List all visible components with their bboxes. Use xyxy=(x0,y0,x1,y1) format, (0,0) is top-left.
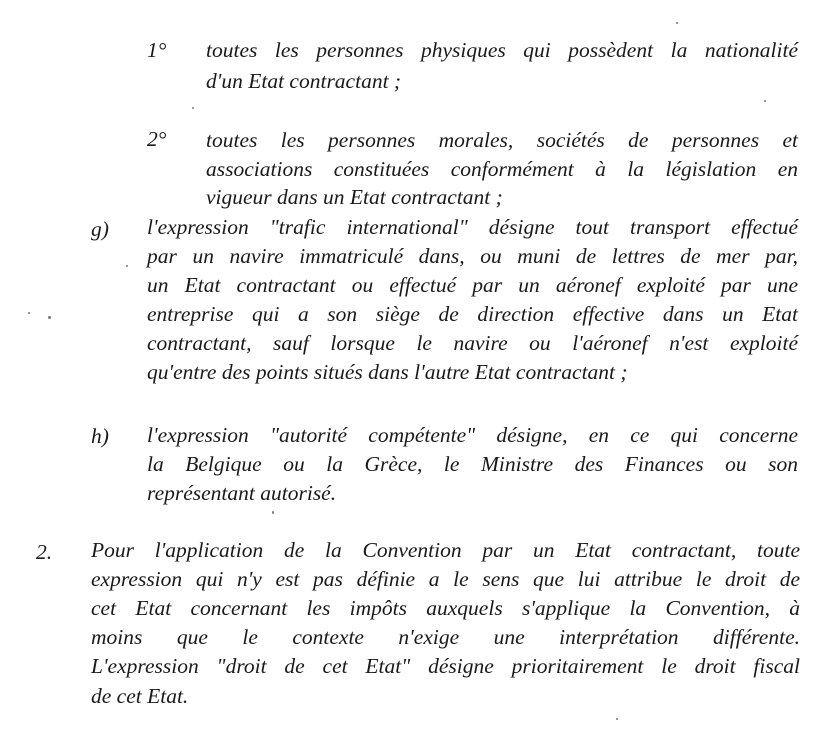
definition-h-line-3: représentant autorisé. xyxy=(147,481,337,505)
definition-g-line-5: contractant, sauf lorsque le navire ou l'aéronef n'est exploité xyxy=(147,331,798,355)
paragraph-2-line-5: L'expression "droit de cet Etat" désigne prioritairement le droit fiscal xyxy=(91,654,800,678)
item-2-line-3: vigueur dans un Etat contractant ; xyxy=(206,185,503,209)
definition-g-line-4: entreprise qui a son siège de direction effective dans un Etat xyxy=(147,302,798,326)
definition-h-line-1: l'expression "autorité compétente" désigne, en ce qui concerne xyxy=(147,423,798,447)
scan-speck xyxy=(126,265,128,267)
paragraph-2-line-6: de cet Etat. xyxy=(91,684,189,708)
item-1-line-1: toutes les personnes physiques qui possèdent la nationalité xyxy=(206,38,798,62)
paragraph-2-line-3: cet Etat concernant les impôts auxquels s'applique la Convention, à xyxy=(91,596,800,620)
scan-speck xyxy=(676,22,678,24)
item-2-line-1: toutes les personnes morales, sociétés de personnes et xyxy=(206,128,798,152)
definition-marker-g: g) xyxy=(91,217,109,241)
definition-g-line-6: qu'entre des points situés dans l'autre Etat contractant ; xyxy=(147,360,628,384)
definition-g-line-1: l'expression "trafic international" désigne tout transport effectué xyxy=(147,215,798,239)
definition-h-line-2: la Belgique ou la Grèce, le Ministre des Finances ou son xyxy=(147,452,798,476)
scan-speck xyxy=(272,511,274,514)
paragraph-marker-2: 2. xyxy=(36,540,53,564)
paragraph-2-line-4: moins que le contexte n'exige une interprétation différente. xyxy=(91,625,800,649)
scan-speck xyxy=(28,312,30,314)
definition-g-line-3: un Etat contractant ou effectué par un aéronef exploité par une xyxy=(147,273,798,297)
item-2-line-2: associations constituées conformément à la législation en xyxy=(206,157,798,181)
definition-g-line-2: par un navire immatriculé dans, ou muni de lettres de mer par, xyxy=(147,244,798,268)
definition-marker-h: h) xyxy=(91,424,109,448)
paragraph-2-line-1: Pour l'application de la Convention par un Etat contractant, toute xyxy=(91,538,800,562)
scan-speck xyxy=(616,718,618,720)
scan-speck xyxy=(192,107,194,109)
scan-speck xyxy=(48,316,51,319)
scan-speck xyxy=(764,100,766,102)
item-marker-2: 2° xyxy=(147,127,167,151)
paragraph-2-line-2: expression qui n'y est pas définie a le sens que lui attribue le droit de xyxy=(91,567,800,591)
item-1-line-2: d'un Etat contractant ; xyxy=(206,69,402,93)
item-marker-1: 1° xyxy=(147,38,167,62)
